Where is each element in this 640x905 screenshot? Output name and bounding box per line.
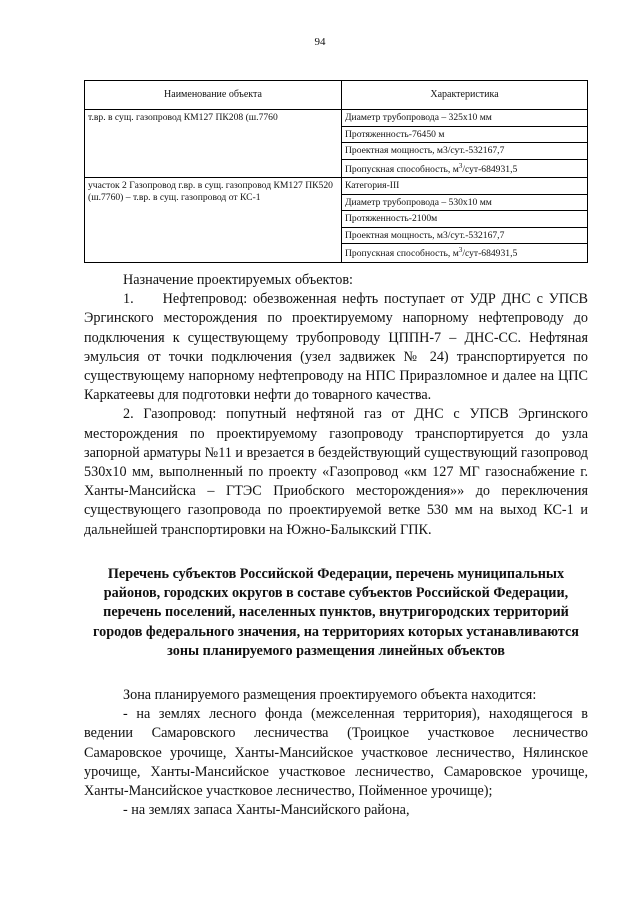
page-number: 94 — [314, 36, 326, 48]
characteristic-cell: Протяженность-2100м — [342, 211, 588, 228]
table-header-object: Наименование объекта — [85, 81, 342, 110]
characteristic-cell: Проектная мощность, м3/сут.-532167,7 — [342, 227, 588, 244]
characteristic-cell: Пропускная способность, $м^3/сут-684931,5$ — [342, 244, 588, 263]
object-name-cell: т.вр. в сущ. газопровод КМ127 ПК208 (ш.7760 — [85, 110, 342, 178]
table-header-characteristic: Характеристика — [342, 81, 588, 110]
zone-intro: Зона планируемого размещения проектируемого объекта находится: — [123, 687, 537, 703]
purpose-item-oil-pipeline: 1. Нефтепровод: обезвоженная нефть поступает от УДР ДНС с УПСВ Эргинского месторождения по проектируемому напорному нефтепроводу до подключения к существующему трубопроводу ЦППН-7 – ДНС-СС. Нефтяная эмульсия от точки подключения (узел задвижек № 24) транспортируется по существующему напорному нефтепроводу на НПС Приразломное и далее на ЦПС Каркатеевы для подготовки нефти до товарного качества. — [84, 291, 588, 404]
characteristic-cell: Диаметр трубопровода – 530х10 мм — [342, 194, 588, 211]
purpose-intro: Назначение проектируемых объектов: — [123, 272, 353, 288]
purpose-section — [84, 271, 588, 540]
section-heading: Перечень субъектов Российской Федерации, перечень муниципальных районов, городских округов в составе субъектов Российской Федерации, перечень поселений, населенных пунктов, внутригородских территорий городов федерального значения, на территориях которых устанавливаются зоны планируемого размещения линейных объектов — [93, 566, 579, 659]
table-row — [85, 178, 588, 195]
characteristic-cell: Пропускная способность, $м^3/сут-684931,5$ — [342, 159, 588, 178]
characteristic-cell: Протяженность-76450 м — [342, 126, 588, 143]
zone-section — [84, 686, 588, 820]
table-row — [85, 110, 588, 127]
characteristic-cell: Проектная мощность, м3/сут.-532167,7 — [342, 143, 588, 160]
characteristic-cell: Диаметр трубопровода – 325х10 мм — [342, 110, 588, 127]
table-header-row — [85, 81, 588, 110]
characteristics-table — [84, 80, 588, 263]
characteristic-cell: Категория-III — [342, 178, 588, 195]
object-name-cell: участок 2 Газопровод г.вр. в сущ. газопровод КМ127 ПК520 (ш.7760) – т.вр. в сущ. газопровод от КС-1 — [85, 178, 342, 263]
zone-item-forest-fund: - на землях лесного фонда (межселенная территория), находящегося в ведении Самаровского лесничества (Троицкое участковое лесничество Самаровское урочище, Ханты-Мансийское участковое лесничество, Нялинское урочище, Ханты-Мансийское участковое лесничество, Самаровское урочище, Ханты-Мансийское участковое лесничество, Пойменное урочище); — [84, 706, 588, 800]
purpose-item-gas-pipeline: 2. Газопровод: попутный нефтяной газ от ДНС с УПСВ Эргинского месторождения по проектируемому газопроводу транспортируется до узла запорной арматуры №11 и врезается в бездействующий существующий газопровод 530х10 мм, выполненный по проекту «Газопровод «км 127 МГ газоснабжение г. Ханты-Мансийска – ГТЭС Приобского месторождения»» до переключения существующего газопровода по проектируемой ветке 530 мм на выход КС-1 и дальнейшей транспортировки на Южно-Балыкский ГПК. — [84, 406, 588, 538]
zone-item-reserve-lands: - на землях запаса Ханты-Мансийского района, — [123, 802, 410, 819]
